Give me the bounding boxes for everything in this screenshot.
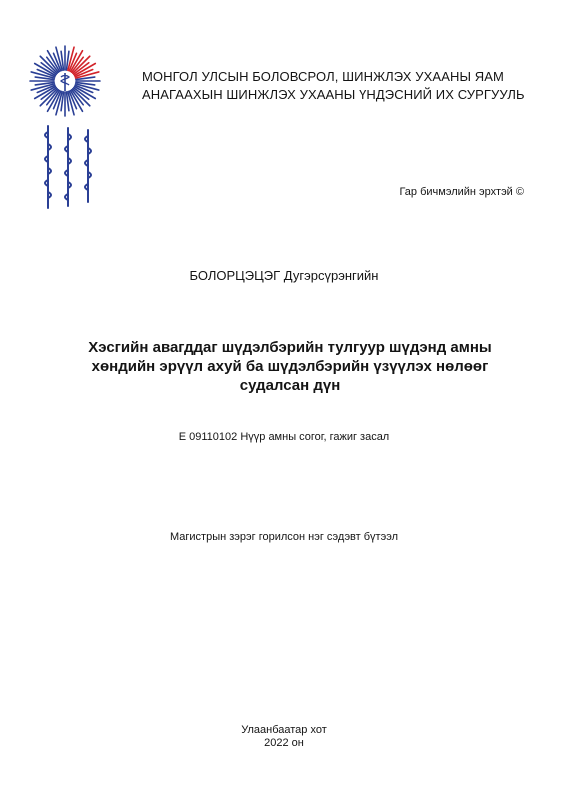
author-line: [0, 268, 568, 283]
ministry-name: МОНГОЛ УЛСЫН БОЛОВСРОЛ, ШИНЖЛЭХ УХААНЫ ЯАМ: [142, 69, 504, 84]
thesis-title: Хэсгийн авагддаг шүдэлбэрийн тулгуур шүдэнд амны хөндийн эрүүл ахуй ба шүдэлбэрийн үзүүлэх нөлөөг судалсан дүн: [88, 339, 492, 394]
author-patronymic: Дугэрсүрэнгийн: [283, 268, 379, 283]
university-name: АНАГААХЫН ШИНЖЛЭХ УХААНЫ ҮНДЭСНИЙ ИХ СУРГУУЛЬ: [142, 87, 525, 102]
city: Улаанбаатар хот: [241, 724, 327, 736]
place-and-year: [0, 724, 568, 750]
author-name: БОЛОРЦЭЦЭГ: [189, 268, 281, 283]
degree-statement: Магистрын зэрэг горилсон нэг сэдэвт бүтээл: [170, 531, 398, 543]
year: 2022 он: [264, 737, 304, 749]
specialty-code: Е 09110102 Нүүр амны согог, гажиг засал: [178, 431, 390, 443]
ministry-header: [142, 68, 542, 104]
mongolian-script-emblem: [34, 122, 108, 214]
copyright-notice: Гар бичмэлийн эрхтэй ©: [399, 186, 524, 198]
university-logo: [28, 44, 102, 118]
